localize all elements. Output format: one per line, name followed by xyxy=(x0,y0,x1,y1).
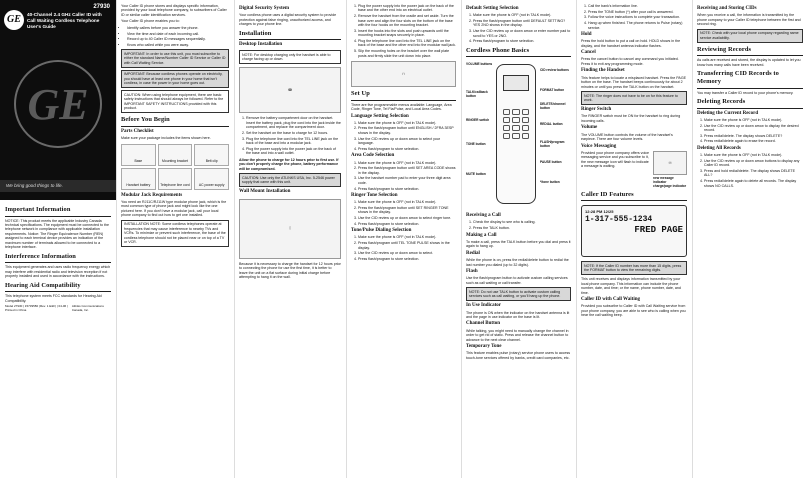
handset-icon xyxy=(496,64,536,204)
hac-title: Hearing Aid Compatibility xyxy=(5,281,81,289)
desktop-title: Desktop Installation xyxy=(239,42,283,48)
cw-title: Caller ID with Call Waiting xyxy=(581,297,640,303)
wall-title: Wall Mount Installation xyxy=(239,189,291,195)
part-bracket: Mounting bracket xyxy=(158,144,193,166)
ge-watermark-logo-icon: GE xyxy=(14,60,102,148)
volume-title: Volume xyxy=(581,125,598,131)
storing-note: NOTE: Check with your local phone company regarding name service availability. xyxy=(697,29,803,43)
bracket-icon: ⊓ xyxy=(402,71,405,76)
caution-note: CAUTION: When using telephone equipment, there are basic safety instructions that should always be followed. Refer to the IMPORTANT SAFETY INSTRUCTIONS provided with this product. xyxy=(121,90,229,113)
basics-title: Cordless Phone Basics xyxy=(466,46,530,54)
flash-note: NOTE: Do not use TALK button to activate custom calling services such as call waiting, or you'll hang up the phone. xyxy=(466,287,571,301)
parts-title: Parts Checklist xyxy=(121,128,154,134)
feature-item: • Identify callers before you answer the phone. xyxy=(127,26,229,30)
intro-paragraph: Your Caller ID phone stores and displays specific information, provided by your local telephone company, to subscribers of Caller ID or similar caller identification services. xyxy=(121,4,227,17)
hac-body: This telephone system meets FCC standards for Hearing Aid Compatibility. xyxy=(5,294,102,303)
tagline: We bring good things to life. xyxy=(0,180,116,192)
handset-diagram: VOLUME buttons CID review buttons TALK/callback button FORMAT button DELETE/channel button RINGER switch TONE button REDIAL button FLASH/program button PAUSE button MUTE button */tone button xyxy=(466,60,571,210)
temp-tone-title: Temporary Tone xyxy=(466,344,502,350)
model-number: 27930 xyxy=(93,4,110,10)
temp-tone-steps: 1. Call the bank's information line. 2. Press the TONE button (*) after your call is answered. 3. Follow the voice instructions to complete your transaction. 4. Hang up when finished. The phone returns to Pulse (rotary) service. xyxy=(588,4,687,30)
message-icon: ✉ xyxy=(668,160,672,165)
ringer-tone-steps: 1. Make sure the phone is OFF (not in TALK mode). 2. Press the flash/program button until SET RINGER TONE shows in the display. 3. Use the CID review up or down arrow to select ringer tone. 4. Press flash/program to store selection. xyxy=(358,200,456,226)
modular-title: Modular Jack Requirements xyxy=(121,192,183,198)
phone-base-icon: ☎ xyxy=(287,88,293,93)
cid-time: 12:28 PM 12/25 xyxy=(585,209,614,215)
parts-intro: Make sure your package includes the items shown here. xyxy=(121,136,211,141)
dss-body: Your cordless phone uses a digital security system to provide protection against false ringing, unauthorized access, and charges to your phone line. xyxy=(239,13,337,27)
basics-column: Default Setting Selection 1. Make sure the phone is OFF (not in TALK mode). 2. Press the flash/program button until DEFAULT SETTING? YES 2NO shows in the display. 3. Use the CID review up or down arrow or enter number pad to scroll to YES or 2NO. 4. Press flash/program to store selection. Cordless Phone Basics VOLUME buttons CID review buttons TALK/callback button FORMAT button DELETE/channel button RINGER switch TONE button REDIAL button FLASH/program button PAUSE button MUTE button */tone button Receiving a Call 1. Check the display to see who is calling. 2. Press the TALK button. Making a Call To make a call, press the TALK button before you dial and press it again to hang up. Redial While the phone is on, press the redial/delete button to redial the last number you dialed (up to 32 digits). Flash Use the flash/program button to activate custom calling services such as call waiting or call transfer. NOTE: Do not use TALK button to activate custom calling services such as call waiting, or you'll hang up the phone. In Use Indicator The phone is ON when the indicator on the handset antenna is lit and the page in use indicator on the base is lit. Channel Button While talking, you might need to manually change the channel in order to get rid of static. Press and release the channel button to advance to the next clear channel. Temporary Tone This feature enables pulse (rotary) service phone users to access touch-tone services offered by banks, credit card companies, etc. xyxy=(461,0,576,478)
features-column: 1. Call the bank's information line. 2. Press the TONE button (*) after your call is answered. 3. Follow the voice instructions to complete your transaction. 4. Hang up when finished. The phone returns to Pulse (rotary) service. Hold Press the hold button to put a call on hold. HOLD shows in the display, and the handset antenna indicator flashes. Cancel Press the cancel button to cancel any command you initiated. Press it to exit any programming mode. Finding the Handset This feature helps to locate a misplaced handset. Press the PAGE button on the base. The handset beeps continuously for about 2 minutes or until you press the TALK button on the handset. NOTE: The ringer does not have to be on for this feature to work. Ringer Switch The RINGER switch must be ON for the handset to ring during incoming calls. Volume The VOLUME button controls the volume of the handset's earpiece. There are four volume levels. Voice Messaging Provided your phone company offers voice messaging service and you subscribe to it, the new message icon will flash to indicate a message is waiting. ✉ new message indicator charge/page indicator Caller ID Features 12:28 PM 12/25 1-317-555-1234 FRED PAGE NOTE: If the Caller ID number has more than 15 digits, press the FORMAT button to view the remaining digits. This unit receives and displays information transmitted by your local phone company. This information can include the phone number, date, and time; or the name, phone number, date, and time. Caller ID with Call Waiting Provided you subscribe to Caller ID with Call Waiting service from your phone company, you are able to see who is calling when you hear the call waiting beep. xyxy=(576,0,692,478)
installation-note: INSTALLATION NOTE: Some cordless telephones operate at frequencies that may cause interference to nearby TVs and VCRs. To minimize or prevent such interference, the base of the cordless telephone should not be placed near or on top of a TV or VCR. xyxy=(121,220,229,247)
delete-all-title: Deleting All Records xyxy=(697,145,741,151)
setup-body: There are five programmable menus available: Language, Area Code, Ringer Tone, Tel Fla/Pulse, and Local Area Codes. xyxy=(351,102,452,112)
important-body: NOTICE: This product meets the applicable Industry Canada technical specifications. The equipment must be connected to the telephone network in compliance with applicable installation requirements. Notice: The Ringer Equivalence Number (REN) assigned to each terminal device provides an indication of the maximum number of terminals allowed to be connected to a telephone interface. xyxy=(5,218,110,250)
area-code-steps: 1. Make sure the phone is OFF (not in TALK mode). 2. Press the flash/program button until SET AREA CODE shows in the display. 3. Use the handset number pad to enter your three digit area code. 4. Press flash/program to store selection. xyxy=(358,161,456,191)
intro-can: Your Caller ID phone enables you to: xyxy=(121,19,180,24)
cid-number: 1-317-555-1234 xyxy=(585,215,653,225)
ringer-tone-title: Ringer Tone Selection xyxy=(351,192,398,198)
ringer-switch-title: Ringer Switch xyxy=(581,107,612,113)
area-code-title: Area Code Selection xyxy=(351,153,395,159)
feature-item: • Record up to 40 Caller ID messages sequentially. xyxy=(127,37,229,41)
delete-current-title: Deleting the Current Record xyxy=(697,110,759,116)
part-line-cord: Telephone line cord xyxy=(158,168,193,190)
default-steps: 1. Make sure the phone is OFF (not in TALK mode). 2. Press the flash/program button until DEFAULT SETTING? YES 2NO shows in the display. 3. Use the CID review up or down arrow or enter number pad to scroll to YES or 2NO. 4. Press flash/program to store selection. xyxy=(473,13,571,43)
cover-panel xyxy=(0,0,116,200)
interference-title: Interference Information xyxy=(5,252,76,260)
modular-body: You need an RJ11C/RJ11W type modular phone jack, which is the most common type of phone jack and might look like the one pictured here. If you don't have a modular jack, call your local phone company to find out how to get one installed. xyxy=(121,199,227,218)
feature-item: • Know who called while you were away. xyxy=(127,43,229,47)
vm-figure xyxy=(653,151,687,175)
installation-title: Installation xyxy=(239,29,272,37)
language-steps: 1. Make sure the phone is OFF (not in TALK mode). 2. Press the flash/program button until ENGLISH / 2FRA 3ESP shows in the display. 3. Use the CID review up or down arrow to select your language. 4. Press flash/program to store selection. xyxy=(358,121,456,151)
language-title: Language Setting Selection xyxy=(351,113,409,119)
feature-list xyxy=(127,26,229,48)
dial-mode-steps: 1. Make sure the phone is OFF (not in TALK mode). 2. Press flash/program until TEL TONE PULSE shows in the display. 3. Use the CID review up or down arrow to select. 4. Press flash/program to store selection. xyxy=(358,235,456,261)
cid-display xyxy=(581,205,687,257)
storing-title: Receiving and Storing CIDs xyxy=(697,6,757,11)
cancel-title: Cancel xyxy=(581,50,596,56)
channel-title: Channel Button xyxy=(466,321,501,327)
vm-title: Voice Messaging xyxy=(581,143,617,149)
part-base: Base xyxy=(121,144,156,166)
redial-title: Redial xyxy=(466,250,480,256)
before-title: Before You Begin xyxy=(121,116,170,124)
power-caution: CAUTION: Use only the ATLINKS USA, Inc. 5-2546 power supply that came with this unit. xyxy=(239,173,341,187)
part-belt-clip: Belt clip xyxy=(194,144,229,166)
footer: Model 27930 | 15739580 (Rev. 1 E&F) | 04-06 | Printed in China Atlinks Communications Canada, Inc. xyxy=(5,304,104,313)
interference-body: This equipment generates and uses radio frequency energy which may interfere with residential radio and television reception if not properly installed and used in accordance with the instructions. xyxy=(5,265,111,279)
cover-column xyxy=(0,0,116,478)
ge-logo-icon: GE xyxy=(4,10,24,30)
wall-mount-icon: ▯ xyxy=(289,226,291,231)
cid-name: FRED PAGE xyxy=(634,225,683,236)
records-column: Receiving and Storing CIDs When you receive a call, the information is transmitted by the phone company to your Caller ID telephone between the first and second ring. NOTE: Check with your local phone company regarding name service availability. Reviewing Records As calls are received and stored, the display is updated to let you know how many calls have been received. Transferring CID Records to Memory You may transfer a Caller ID record to your phone's memory. Deleting Records Deleting the Current Record 1. Make sure the phone is OFF (not in TALK mode). 2. Use the CID review up or down arrow to display the desired record. 3. Press redial/delete. The display shows DELETE? 4. Press redial/delete again to erase the record. Deleting All Records 1. Make sure the phone is OFF (not in TALK mode). 2. Use the CID review up or down arrow buttons to display any Caller ID record. 3. Press and hold redial/delete. The display shows DELETE ALL? 4. Press redial/delete again to delete all records. The display shows NO CALLS. xyxy=(692,0,808,478)
dial-mode-title: Tone/Pulse Dialing Selection xyxy=(351,228,412,234)
receiving-title: Receiving a Call xyxy=(466,213,501,219)
default-title: Default Setting Selection xyxy=(466,6,519,11)
cid-note: NOTE: If the Caller ID number has more than 15 digits, press the FORMAT button to view the remaining digits. xyxy=(581,261,687,275)
parts-grid xyxy=(121,144,229,190)
desktop-figure xyxy=(239,67,341,113)
setup-title: Set Up xyxy=(351,90,370,98)
charge-note: Allow the phone to charge for 12 hours prior to first use. If you don't properly charge the phone, battery performance will be compromised. xyxy=(239,157,339,171)
part-power-supply: AC power supply xyxy=(194,168,229,190)
wall-figure xyxy=(239,199,341,259)
important-title: Important Information xyxy=(5,206,71,213)
important-information xyxy=(0,200,116,316)
flash-title: Flash xyxy=(466,269,478,275)
dss-title: Digital Security System xyxy=(239,6,289,11)
cover-title: 40-Channel 2.4 GHz Caller ID with Call Waiting Cordless Telephone User's Guide xyxy=(27,12,102,30)
important-note-2: IMPORTANT: Because cordless phones operate on electricity, you should have at least one phone in your home that isn't cordless, in case the power in your home goes out. xyxy=(121,70,229,88)
intro-column xyxy=(116,0,234,478)
cid-title: Caller ID Features xyxy=(581,190,634,198)
reviewing-title: Reviewing Records xyxy=(697,45,752,53)
transfer-title: Transferring CID Records to Memory xyxy=(697,70,779,86)
wall-body: Because it is necessary to charge the handset for 12 hours prior to connecting the phone for use the first time, it is better to leave the unit on a flat surface during initial charge before attempting to hang it on the wall. xyxy=(239,261,341,279)
important-note-1: IMPORTANT: In order to use this unit, you must subscribe to either the standard Name/Number Caller ID Service or Caller ID with Call Waiting Service. xyxy=(121,49,229,67)
deleting-title: Deleting Records xyxy=(697,98,746,106)
desktop-steps: 1. Remove the battery compartment door on the handset. Insert the battery pack, plug the cord into the jack inside the compartment, and replace the compartment door. 2. Set the handset on the base to charge for 12 hours. 3. Plug the telephone line cord into the TEL LINE jack on the back of the base and into a modular jack. 4. Plug the power supply into the power jack on the back of the base and into a wall outlet. xyxy=(246,116,341,155)
wall-steps: 1. Plug the power supply into the power jack on the back of the base and the other end into an electrical outlet. 2. Remove the handset from the cradle and set aside. Turn the base over and align the four slots on the bottom of the base with the four hooks on the mounting bracket. 3. Insert the hooks into the slots and push upwards until the mounting bracket snaps securely in place. 4. Plug the telephone line cord into the TEL LINE jack on the back of the base and the other end into the modular wall jack. 5. Slip the mounting holes on the bracket over the wall plate posts and firmly slide the unit down into place. xyxy=(358,4,456,58)
desktop-note: NOTE: For desktop charging only the handset is able to charge facing up or down. xyxy=(239,50,341,64)
paging-note: NOTE: The ringer does not have to be on for this feature to work. xyxy=(581,91,687,105)
bracket-figure xyxy=(351,61,456,87)
setup-column xyxy=(346,0,461,478)
installation-column xyxy=(234,0,346,478)
finding-title: Finding the Handset xyxy=(581,68,625,74)
part-battery: Handset battery xyxy=(121,168,156,190)
feature-item: • View the time and date of each incoming call. xyxy=(127,32,229,36)
in-use-title: In Use Indicator xyxy=(466,303,502,309)
hold-title: Hold xyxy=(581,31,592,37)
making-title: Making a Call xyxy=(466,232,497,238)
